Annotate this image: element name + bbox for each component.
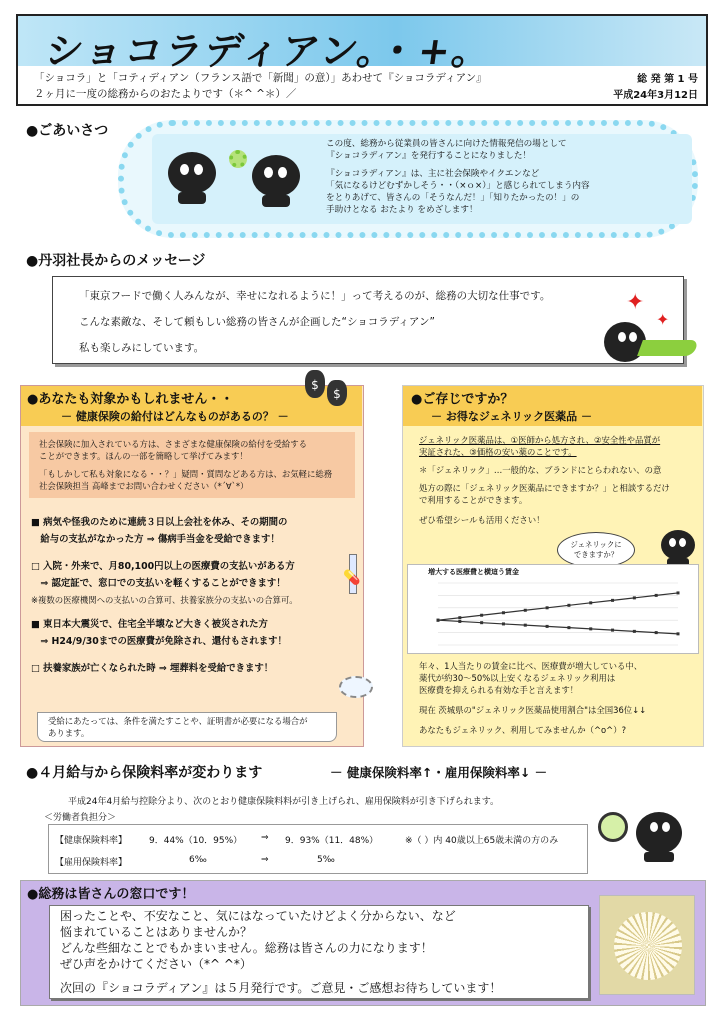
magnifier-icon — [598, 812, 628, 842]
health-rate-old: 9．44%（10．95%） — [149, 836, 243, 846]
greeting-line: 『ショコラディアン』を発行することになりました！ — [326, 151, 532, 161]
benefit-hospital-line: ⇒ 認定証で、窓口での支払いを軽くすることができます！ — [31, 578, 286, 589]
chart-point — [655, 631, 658, 634]
window-heading: ●総務は皆さんの窓口です！ — [27, 887, 195, 902]
chart-point — [633, 630, 636, 633]
flowers-icon — [339, 676, 373, 698]
issue-number: 総 発 第 1 号 — [637, 74, 698, 85]
health-intro-panel — [29, 432, 355, 498]
greeting-text — [326, 138, 666, 216]
chart-point — [480, 614, 483, 617]
benefit-note: ※複数の医療機関への支払いの合算可、扶養家族分の支払いの合算可。 — [31, 595, 298, 605]
benefit-disaster-line: ⇒ H24/9/30までの医療費が免除され、還付もされます！ — [31, 636, 287, 647]
chart-plot — [408, 579, 698, 653]
window-line: 次回の『ショコラディアン』は５月発行です。ご意見・ご感想お待ちしています！ — [60, 981, 502, 995]
generic-line: 薬代が約30～50%以上安くなるジェネリック利用は — [419, 673, 616, 683]
generic-line: 処方の際に「ジェネリック医薬品にできますか？」と相談するだけ — [419, 483, 670, 493]
generic-spacer — [419, 696, 701, 704]
chrysanthemum-photo — [599, 895, 695, 995]
health-intro-line: ことができます。ほんの一部を簡略して挙げてみます！ — [39, 451, 248, 461]
health-intro-line: 社会保険に加入されている方は、さまざまな健康保険の給付を受給する — [39, 439, 307, 449]
chart-point — [524, 624, 527, 627]
rates-heading: ●４月給与から保険料率が変わります — [26, 765, 263, 781]
greeting-heading: ●ごあいさつ — [26, 123, 109, 139]
newsletter-header — [16, 14, 708, 106]
greeting-line: 「気になるけどむずかしそう・・（×ｏ×）」と感じられてしまう内容 — [326, 181, 590, 191]
generic-line: で利用することができます。 — [419, 495, 528, 505]
rate-arrow: ⇒ — [261, 833, 269, 843]
window-line: 悩まれていることはありませんか？ — [60, 925, 253, 939]
employment-rate-label: 【雇用保険料率】 — [55, 858, 128, 868]
benefit-hospital-line: □ 入院・外来で、月80,100円以上の医療費の支払いがある方 — [31, 561, 295, 572]
health-rate-note: ※（ ）内 40歳以上65歳未満の方のみ — [405, 836, 559, 846]
bubble-line: できますか？ — [573, 550, 619, 559]
benefit-funeral-line: □ 扶養家族が亡くなられた時 ⇒ 埋葬料を受給できます！ — [31, 663, 274, 674]
issue-date: 平成24年3月12日 — [613, 90, 698, 101]
chart-point — [677, 632, 680, 635]
chocolate-character-icon — [661, 530, 695, 560]
chart-point — [633, 596, 636, 599]
health-intro-line: 「もしかして私も対象になる・・？」疑問・質問などある方は、お気軽に総務 — [39, 469, 333, 479]
health-subheading: － 健康保険の給付はどんなものがあるの？ － — [61, 410, 289, 423]
greeting-line: をとりあげて、皆さんの「そうなんだ！」「知りたかったの！」の — [326, 193, 580, 203]
generic-medicine-section — [402, 385, 704, 747]
chart-point — [567, 604, 570, 607]
employment-rate-new: 5‰ — [317, 855, 335, 865]
window-line: どんな些細なことでもかまいません。総務は皆さんの力になります！ — [60, 941, 433, 955]
health-intro-line: 社会保険担当 高峰までお問い合わせください（*´∀`*） — [39, 481, 249, 491]
message-heading: ●丹羽社長からのメッセージ — [26, 253, 206, 269]
generic-text — [419, 434, 699, 526]
generic-line: ジェネリック医薬品は、①医師から処方され、②安全性や品質が — [419, 435, 661, 445]
character-body-icon — [262, 195, 290, 207]
benefit-disaster-line: ■ 東日本大震災で、住宅全半壊など大きく被災された方 — [31, 619, 268, 630]
benefit-sickness-line: ■ 病気や怪我のために連続３日以上会社を休み、その期間の — [31, 517, 288, 528]
rate-arrow: ⇒ — [261, 855, 269, 865]
generic-spacer — [419, 506, 699, 514]
pill-icon: 💊 — [343, 570, 361, 586]
chart-point — [589, 627, 592, 630]
chart-point — [611, 599, 614, 602]
chart-point — [677, 591, 680, 594]
chart-point — [524, 609, 527, 612]
health-footnote — [37, 712, 337, 742]
footnote-line: あります。 — [48, 728, 90, 738]
newsletter-title: ショコラディアン。・+。 — [42, 29, 496, 73]
worker-share-label: ＜労働者負担分＞ — [44, 813, 117, 823]
chart-point — [480, 621, 483, 624]
window-spacer — [60, 972, 501, 980]
generic-line: 医療費を抑えられる有効な手と言えます！ — [419, 685, 579, 695]
window-line: 困ったことや、不安なこと、気にはなっていたけどよく分からない、など — [60, 909, 456, 923]
message-line: こんな素敵な、そして頼もしい総務の皆さんが企画した“ショコラディアン” — [79, 316, 435, 328]
character-body-icon — [178, 192, 206, 204]
generic-line: ＊「ジェネリック」…一般的な、ブランドにとらわれない、の意 — [419, 465, 662, 475]
generic-line: ぜひ希望シールも活用ください！ — [419, 515, 545, 525]
bubble-line: ジェネリックに — [570, 540, 622, 549]
footnote-line: 受給にあたっては、条件を満たすことや、証明書が必要になる場合が — [48, 716, 308, 726]
greeting-line: 『ショコラディアン』は、主に社会保険やイクエンなど — [326, 169, 540, 179]
flower-image-icon — [614, 912, 682, 980]
contact-window-section — [20, 880, 706, 1006]
message-line: 「東京フードで働く人みんなが、幸せになれるように！」って考えるのが、総務の大切な仕事です。 — [79, 290, 551, 302]
benefit-sickness-line: 給与の支払がなかった方 ⇒ 傷病手当金を受給できます！ — [31, 534, 280, 545]
health-insurance-section — [20, 378, 364, 747]
chocolate-character-icon — [252, 155, 300, 197]
chart-point — [458, 620, 461, 623]
chart-point — [655, 594, 658, 597]
employment-rate-old: 6‰ — [189, 855, 207, 865]
generic-heading: ●ご存じですか？ — [411, 392, 514, 407]
greeting-line: この度、総務から従業員の皆さんに向けた情報発信の場として — [326, 139, 567, 149]
generic-spacer — [419, 716, 701, 724]
chart-title: 増大する医療費と横這う賃金 — [428, 568, 519, 576]
money-bag-icon: $ — [305, 370, 325, 398]
health-rate-new: 9．93%（11．48%） — [285, 836, 379, 846]
chart-point — [546, 606, 549, 609]
speech-bubble — [557, 532, 635, 568]
generic-line: 実証された、③価格の安い薬のことです。 — [419, 447, 577, 457]
rates-table — [48, 824, 588, 874]
generic-line: 現在 茨城県の"ジェネリック医薬品使用割合"は全国36位↓↓ — [419, 705, 647, 715]
benefit-spacer — [31, 548, 298, 558]
window-text — [60, 908, 501, 996]
chart-point — [502, 622, 505, 625]
chart-point — [502, 611, 505, 614]
window-line: ぜひ声をかけてください（*^ ^*） — [60, 957, 252, 971]
generic-text-lower — [419, 660, 701, 736]
rates-intro: 平成24年4月給与控除分より、次のとおり健康保険料料が引き上げられ、雇用保険料が引き下げられます。 — [68, 797, 500, 807]
character-body-icon — [644, 852, 674, 862]
health-heading: ●あなたも対象かもしれません・・ — [27, 392, 234, 407]
chart-series-line — [438, 620, 678, 634]
wage-medical-chart — [407, 564, 699, 654]
chart-point — [611, 629, 614, 632]
money-bag-icon: $ — [327, 380, 347, 406]
magnifier-character-icon — [636, 812, 682, 854]
green-cape-icon — [637, 340, 699, 356]
chart-point — [458, 616, 461, 619]
generic-subheading: － お得なジェネリック医薬品 － — [431, 410, 592, 423]
chart-point — [567, 626, 570, 629]
chart-series-line — [438, 593, 678, 620]
rates-subheading: － 健康保険料率↑・雇用保険料率↓ － — [330, 765, 548, 780]
benefit-spacer — [31, 608, 298, 616]
message-text — [79, 283, 550, 361]
chart-point — [589, 601, 592, 604]
generic-line: 年々、1人当たりの賃金に比べ、医療費が増大している中、 — [419, 661, 643, 671]
running-character-icon — [604, 322, 646, 362]
subtitle-line-1: 「ショコラ」と「コティディアン（フランス語で「新聞」の意）」あわせて『ショコラディアン』 — [34, 72, 487, 84]
health-benefit-list — [31, 514, 298, 677]
message-line: 私も楽しみにしています。 — [79, 342, 205, 354]
window-message-box — [49, 905, 589, 999]
president-message-box — [52, 276, 684, 364]
health-footnote-text — [48, 715, 307, 739]
health-rate-label: 【健康保険料率】 — [55, 836, 128, 846]
benefit-spacer — [31, 650, 298, 660]
generic-line: あなたもジェネリック、利用してみませんか（^o^）? — [419, 725, 627, 735]
chart-point — [546, 625, 549, 628]
chart-point — [437, 619, 440, 622]
flower-icon — [229, 150, 247, 168]
subtitle-line-2: ２ヶ月に一度の総務からのおたよりです（＊^ ^＊）／ — [34, 88, 297, 100]
sparkle-icon: ✦ — [626, 290, 645, 315]
sparkle-icon: ✦ — [656, 310, 670, 329]
chocolate-character-icon — [168, 152, 216, 194]
health-intro-text — [39, 438, 332, 492]
greeting-line: 手助けとなる おたより をめざします！ — [326, 205, 478, 215]
